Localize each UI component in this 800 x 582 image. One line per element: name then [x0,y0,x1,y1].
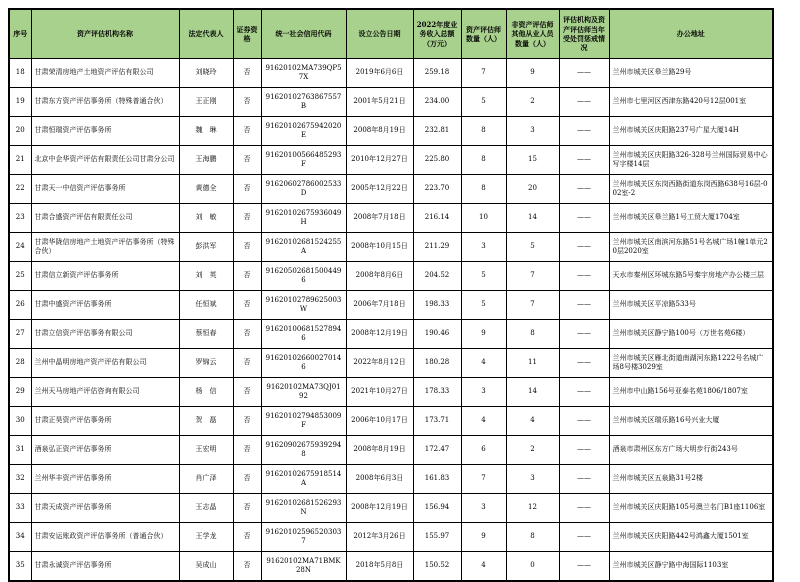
cell-credit-code: 91620102675936049H [261,204,346,233]
cell-office-address: 兰州市城关区雁北街道南湖河东路1222号名城广场8号楼3029室 [609,349,773,378]
cell-penalty-status: —— [559,436,609,465]
cell-index: 18 [9,59,31,88]
cell-org-name: 甘肃华陇信房地产土地资产评估事务所（特殊合伙） [31,233,179,262]
cell-revenue-2022: 225.80 [413,146,461,175]
cell-index: 22 [9,175,31,204]
col-header-index: 序号 [9,9,31,59]
cell-securities-qual: 否 [233,204,261,233]
cell-office-address: 兰州市城关区庆阳路237号广星大厦14H [609,117,773,146]
cell-legal-rep: 肖广泽 [179,465,233,494]
cell-credit-code: 916209026759392948 [261,436,346,465]
col-header-org-name: 资产评估机构名称 [31,9,179,59]
cell-legal-rep: 杨 信 [179,378,233,407]
cell-revenue-2022: 172.47 [413,436,461,465]
cell-legal-rep: 黄德全 [179,175,233,204]
col-header-office-address: 办公地址 [609,9,773,59]
cell-revenue-2022: 198.33 [413,291,461,320]
cell-index: 28 [9,349,31,378]
cell-penalty-status: —— [559,117,609,146]
cell-appraiser-count: 4 [461,552,506,582]
cell-securities-qual: 否 [233,378,261,407]
cell-index: 34 [9,523,31,552]
cell-appraiser-count: 8 [461,175,506,204]
cell-office-address: 兰州市城关区瑞乐路16号兴业大厦 [609,407,773,436]
cell-credit-code: 916201026600270146 [261,349,346,378]
cell-non-appraiser-count: 8 [506,320,559,349]
cell-announce-date: 2008年7月18日 [346,204,413,233]
cell-securities-qual: 否 [233,552,261,582]
cell-index: 31 [9,436,31,465]
cell-announce-date: 2019年6月6日 [346,59,413,88]
cell-office-address: 兰州市城关区静宁路中海国际1103室 [609,552,773,582]
cell-office-address: 兰州市城关区南滨河东路51号名城广场1幢1单元20层2020室 [609,233,773,262]
cell-announce-date: 2005年12月22日 [346,175,413,204]
cell-announce-date: 2008年8月19日 [346,436,413,465]
cell-credit-code: 916205026815004496 [261,262,346,291]
cell-office-address: 兰州市城关区庆阳路326-328号兰州国际贸易中心写字楼14层 [609,146,773,175]
col-header-credit-code: 统一社会信用代码 [261,9,346,59]
cell-org-name: 甘肃正昊资产评估事务所 [31,407,179,436]
cell-index: 19 [9,88,31,117]
cell-revenue-2022: 150.52 [413,552,461,582]
cell-office-address: 兰州市城关区庆阳路442号鸿鑫大厦1501室 [609,523,773,552]
col-header-penalty-status: 评估机构及资产评估师当年受处罚惩戒情况 [559,9,609,59]
cell-non-appraiser-count: 15 [506,146,559,175]
cell-announce-date: 2010年12月27日 [346,146,413,175]
cell-office-address: 兰州市城关区五泉路31号2楼 [609,465,773,494]
cell-revenue-2022: 223.70 [413,175,461,204]
col-header-revenue-2022: 2022年度业务收入总额（万元） [413,9,461,59]
cell-legal-rep: 王正刚 [179,88,233,117]
cell-credit-code: 91620102763867557B [261,88,346,117]
cell-revenue-2022: 234.00 [413,88,461,117]
cell-non-appraiser-count: 5 [506,233,559,262]
cell-penalty-status: —— [559,88,609,117]
cell-securities-qual: 否 [233,407,261,436]
cell-penalty-status: —— [559,523,609,552]
cell-index: 35 [9,552,31,582]
cell-org-name: 甘肃合盛资产评估有限责任公司 [31,204,179,233]
cell-penalty-status: —— [559,320,609,349]
cell-appraiser-count: 5 [461,262,506,291]
cell-credit-code: 91620102MA73QJ0192 [261,378,346,407]
col-header-appraiser-count: 资产评估师数量（人） [461,9,506,59]
cell-revenue-2022: 204.52 [413,262,461,291]
cell-office-address: 兰州市城关区皋兰路29号 [609,59,773,88]
cell-revenue-2022: 178.33 [413,378,461,407]
cell-penalty-status: —— [559,233,609,262]
table-row [9,204,773,233]
cell-org-name: 甘肃中盛资产评估事务所 [31,291,179,320]
cell-credit-code: 91620102MA739QP57X [261,59,346,88]
cell-org-name: 北京中企华资产评估有限责任公司甘肃分公司 [31,146,179,175]
cell-appraiser-count: 7 [461,59,506,88]
cell-securities-qual: 否 [233,523,261,552]
cell-non-appraiser-count: 20 [506,175,559,204]
table-header [9,9,773,59]
cell-non-appraiser-count: 7 [506,262,559,291]
table-row [9,117,773,146]
cell-non-appraiser-count: 11 [506,349,559,378]
cell-org-name: 甘肃立信资产评估事务有限公司 [31,320,179,349]
cell-penalty-status: —— [559,349,609,378]
cell-penalty-status: —— [559,204,609,233]
table-row [9,552,773,582]
table-row [9,465,773,494]
cell-securities-qual: 否 [233,262,261,291]
cell-non-appraiser-count: 3 [506,117,559,146]
cell-credit-code: 91620102MA71BMK28N [261,552,346,582]
cell-announce-date: 2008年12月19日 [346,494,413,523]
cell-org-name: 甘肃信立新资产评估事务所 [31,262,179,291]
cell-appraiser-count: 3 [461,233,506,262]
cell-index: 32 [9,465,31,494]
cell-org-name: 兰州中晶明房地产资产评估有限公司 [31,349,179,378]
cell-appraiser-count: 8 [461,146,506,175]
cell-announce-date: 2008年8月6日 [346,262,413,291]
cell-appraiser-count: 5 [461,291,506,320]
cell-penalty-status: —— [559,146,609,175]
cell-legal-rep: 贺 磊 [179,407,233,436]
cell-revenue-2022: 155.97 [413,523,461,552]
cell-non-appraiser-count: 7 [506,291,559,320]
cell-non-appraiser-count: 12 [506,494,559,523]
col-header-securities-qual: 证券资格 [233,9,261,59]
cell-index: 25 [9,262,31,291]
cell-office-address: 兰州市城关区东岗西路街道东岗西路638号16层-002室-2 [609,175,773,204]
table-row [9,349,773,378]
cell-office-address: 兰州市七里河区西津东路420号12层001室 [609,88,773,117]
cell-revenue-2022: 259.18 [413,59,461,88]
cell-non-appraiser-count: 14 [506,204,559,233]
cell-non-appraiser-count: 14 [506,378,559,407]
cell-appraiser-count: 5 [461,88,506,117]
cell-penalty-status: —— [559,494,609,523]
cell-announce-date: 2008年10月15日 [346,233,413,262]
cell-securities-qual: 否 [233,436,261,465]
cell-announce-date: 2018年5月8日 [346,552,413,582]
cell-revenue-2022: 156.94 [413,494,461,523]
cell-credit-code: 916201025965203037 [261,523,346,552]
cell-securities-qual: 否 [233,175,261,204]
cell-index: 27 [9,320,31,349]
cell-org-name: 兰州天马房地产评估咨询有限公司 [31,378,179,407]
cell-legal-rep: 魏 琳 [179,117,233,146]
table-row [9,320,773,349]
cell-appraiser-count: 9 [461,320,506,349]
cell-legal-rep: 蔡恒春 [179,320,233,349]
cell-securities-qual: 否 [233,59,261,88]
cell-revenue-2022: 173.71 [413,407,461,436]
cell-credit-code: 91620102794853009F [261,407,346,436]
cell-office-address: 兰州市城关区静宁路100号（万世名苑6楼） [609,320,773,349]
cell-office-address: 酒泉市肃州区东方广场大明步行街243号 [609,436,773,465]
cell-legal-rep: 刘 敏 [179,204,233,233]
cell-index: 30 [9,407,31,436]
cell-appraiser-count: 9 [461,523,506,552]
cell-legal-rep: 罗锦云 [179,349,233,378]
cell-non-appraiser-count: 9 [506,59,559,88]
cell-legal-rep: 刘 英 [179,262,233,291]
col-header-announce-date: 设立公告日期 [346,9,413,59]
cell-securities-qual: 否 [233,146,261,175]
cell-penalty-status: —— [559,59,609,88]
cell-legal-rep: 王海鹏 [179,146,233,175]
cell-org-name: 甘肃荣清房地产土地资产评估有限公司 [31,59,179,88]
cell-securities-qual: 否 [233,88,261,117]
table-row [9,146,773,175]
col-header-non-appraiser-count: 非资产评估师其他从业人员数量（人） [506,9,559,59]
cell-credit-code: 91620102681524255A [261,233,346,262]
cell-org-name: 酒泉弘正资产评估事务所 [31,436,179,465]
cell-org-name: 兰州华丰资产评估事务所 [31,465,179,494]
cell-index: 23 [9,204,31,233]
table-row [9,523,773,552]
cell-non-appraiser-count: 2 [506,436,559,465]
table-row [9,291,773,320]
table-row [9,175,773,204]
cell-securities-qual: 否 [233,291,261,320]
cell-appraiser-count: 4 [461,407,506,436]
cell-announce-date: 2006年10月17日 [346,407,413,436]
cell-credit-code: 91620602786002533D [261,175,346,204]
cell-announce-date: 2008年6月3日 [346,465,413,494]
table-row [9,494,773,523]
cell-legal-rep: 刘晓玲 [179,59,233,88]
table-row [9,233,773,262]
cell-non-appraiser-count: 8 [506,523,559,552]
cell-credit-code: 91620102789625003W [261,291,346,320]
cell-penalty-status: —— [559,175,609,204]
cell-org-name: 甘肃东方资产评估事务所（特殊普通合伙） [31,88,179,117]
cell-appraiser-count: 6 [461,436,506,465]
cell-penalty-status: —— [559,291,609,320]
cell-penalty-status: —— [559,262,609,291]
cell-org-name: 甘肃天一中信资产评估事务所 [31,175,179,204]
cell-announce-date: 2008年8月19日 [346,117,413,146]
cell-non-appraiser-count: 3 [506,465,559,494]
cell-securities-qual: 否 [233,349,261,378]
cell-legal-rep: 任恒斌 [179,291,233,320]
cell-legal-rep: 吴成山 [179,552,233,582]
cell-securities-qual: 否 [233,494,261,523]
cell-legal-rep: 王宏明 [179,436,233,465]
table-body [9,59,773,582]
cell-index: 21 [9,146,31,175]
cell-announce-date: 2006年7月18日 [346,291,413,320]
cell-appraiser-count: 3 [461,378,506,407]
cell-credit-code: 916201006815278946 [261,320,346,349]
cell-revenue-2022: 180.28 [413,349,461,378]
cell-org-name: 甘肃安运账政资产评估事务所（普通合伙） [31,523,179,552]
cell-office-address: 兰州市城关区平凉路533号 [609,291,773,320]
cell-org-name: 甘肃永诚资产评估事务所 [31,552,179,582]
cell-org-name: 甘肃恒瑞资产评估事务所 [31,117,179,146]
cell-appraiser-count: 8 [461,117,506,146]
cell-credit-code: 91620102681526293N [261,494,346,523]
cell-securities-qual: 否 [233,117,261,146]
cell-securities-qual: 否 [233,465,261,494]
cell-office-address: 天水市秦州区环城东路5号秦宇房地产办公楼三层 [609,262,773,291]
cell-appraiser-count: 10 [461,204,506,233]
cell-appraiser-count: 4 [461,349,506,378]
cell-index: 33 [9,494,31,523]
cell-credit-code: 91620102675918514A [261,465,346,494]
cell-appraiser-count: 7 [461,465,506,494]
cell-penalty-status: —— [559,407,609,436]
cell-office-address: 兰州市城关区庆阳路105号澳兰名门B1座1106室 [609,494,773,523]
cell-securities-qual: 否 [233,320,261,349]
cell-non-appraiser-count: 4 [506,407,559,436]
cell-office-address: 兰州市中山路156号亚泰名苑1806/1807室 [609,378,773,407]
cell-credit-code: 91620100566485293F [261,146,346,175]
cell-penalty-status: —— [559,378,609,407]
table-row [9,378,773,407]
table-row [9,59,773,88]
col-header-legal-rep: 法定代表人 [179,9,233,59]
cell-org-name: 甘肃天成资产评估事务所 [31,494,179,523]
table-row [9,436,773,465]
cell-appraiser-count: 3 [461,494,506,523]
cell-announce-date: 2021年10月27日 [346,378,413,407]
cell-office-address: 兰州市城关区皋兰路1号工贸大厦1704室 [609,204,773,233]
cell-legal-rep: 彭洪军 [179,233,233,262]
cell-credit-code: 91620102675942020E [261,117,346,146]
cell-legal-rep: 王志晶 [179,494,233,523]
cell-penalty-status: —— [559,465,609,494]
cell-index: 20 [9,117,31,146]
cell-announce-date: 2022年8月12日 [346,349,413,378]
cell-legal-rep: 王学龙 [179,523,233,552]
appraisal-institutions-table [8,8,774,582]
cell-index: 24 [9,233,31,262]
cell-penalty-status: —— [559,552,609,582]
cell-announce-date: 2012年3月26日 [346,523,413,552]
cell-announce-date: 2008年12月19日 [346,320,413,349]
cell-index: 29 [9,378,31,407]
table-row [9,88,773,117]
cell-non-appraiser-count: 0 [506,552,559,582]
cell-revenue-2022: 232.81 [413,117,461,146]
cell-revenue-2022: 211.29 [413,233,461,262]
cell-announce-date: 2001年5月21日 [346,88,413,117]
cell-non-appraiser-count: 2 [506,88,559,117]
header-row [9,9,773,59]
table-row [9,262,773,291]
cell-index: 26 [9,291,31,320]
table-row [9,407,773,436]
cell-securities-qual: 否 [233,233,261,262]
cell-revenue-2022: 216.14 [413,204,461,233]
cell-revenue-2022: 190.46 [413,320,461,349]
cell-revenue-2022: 161.83 [413,465,461,494]
